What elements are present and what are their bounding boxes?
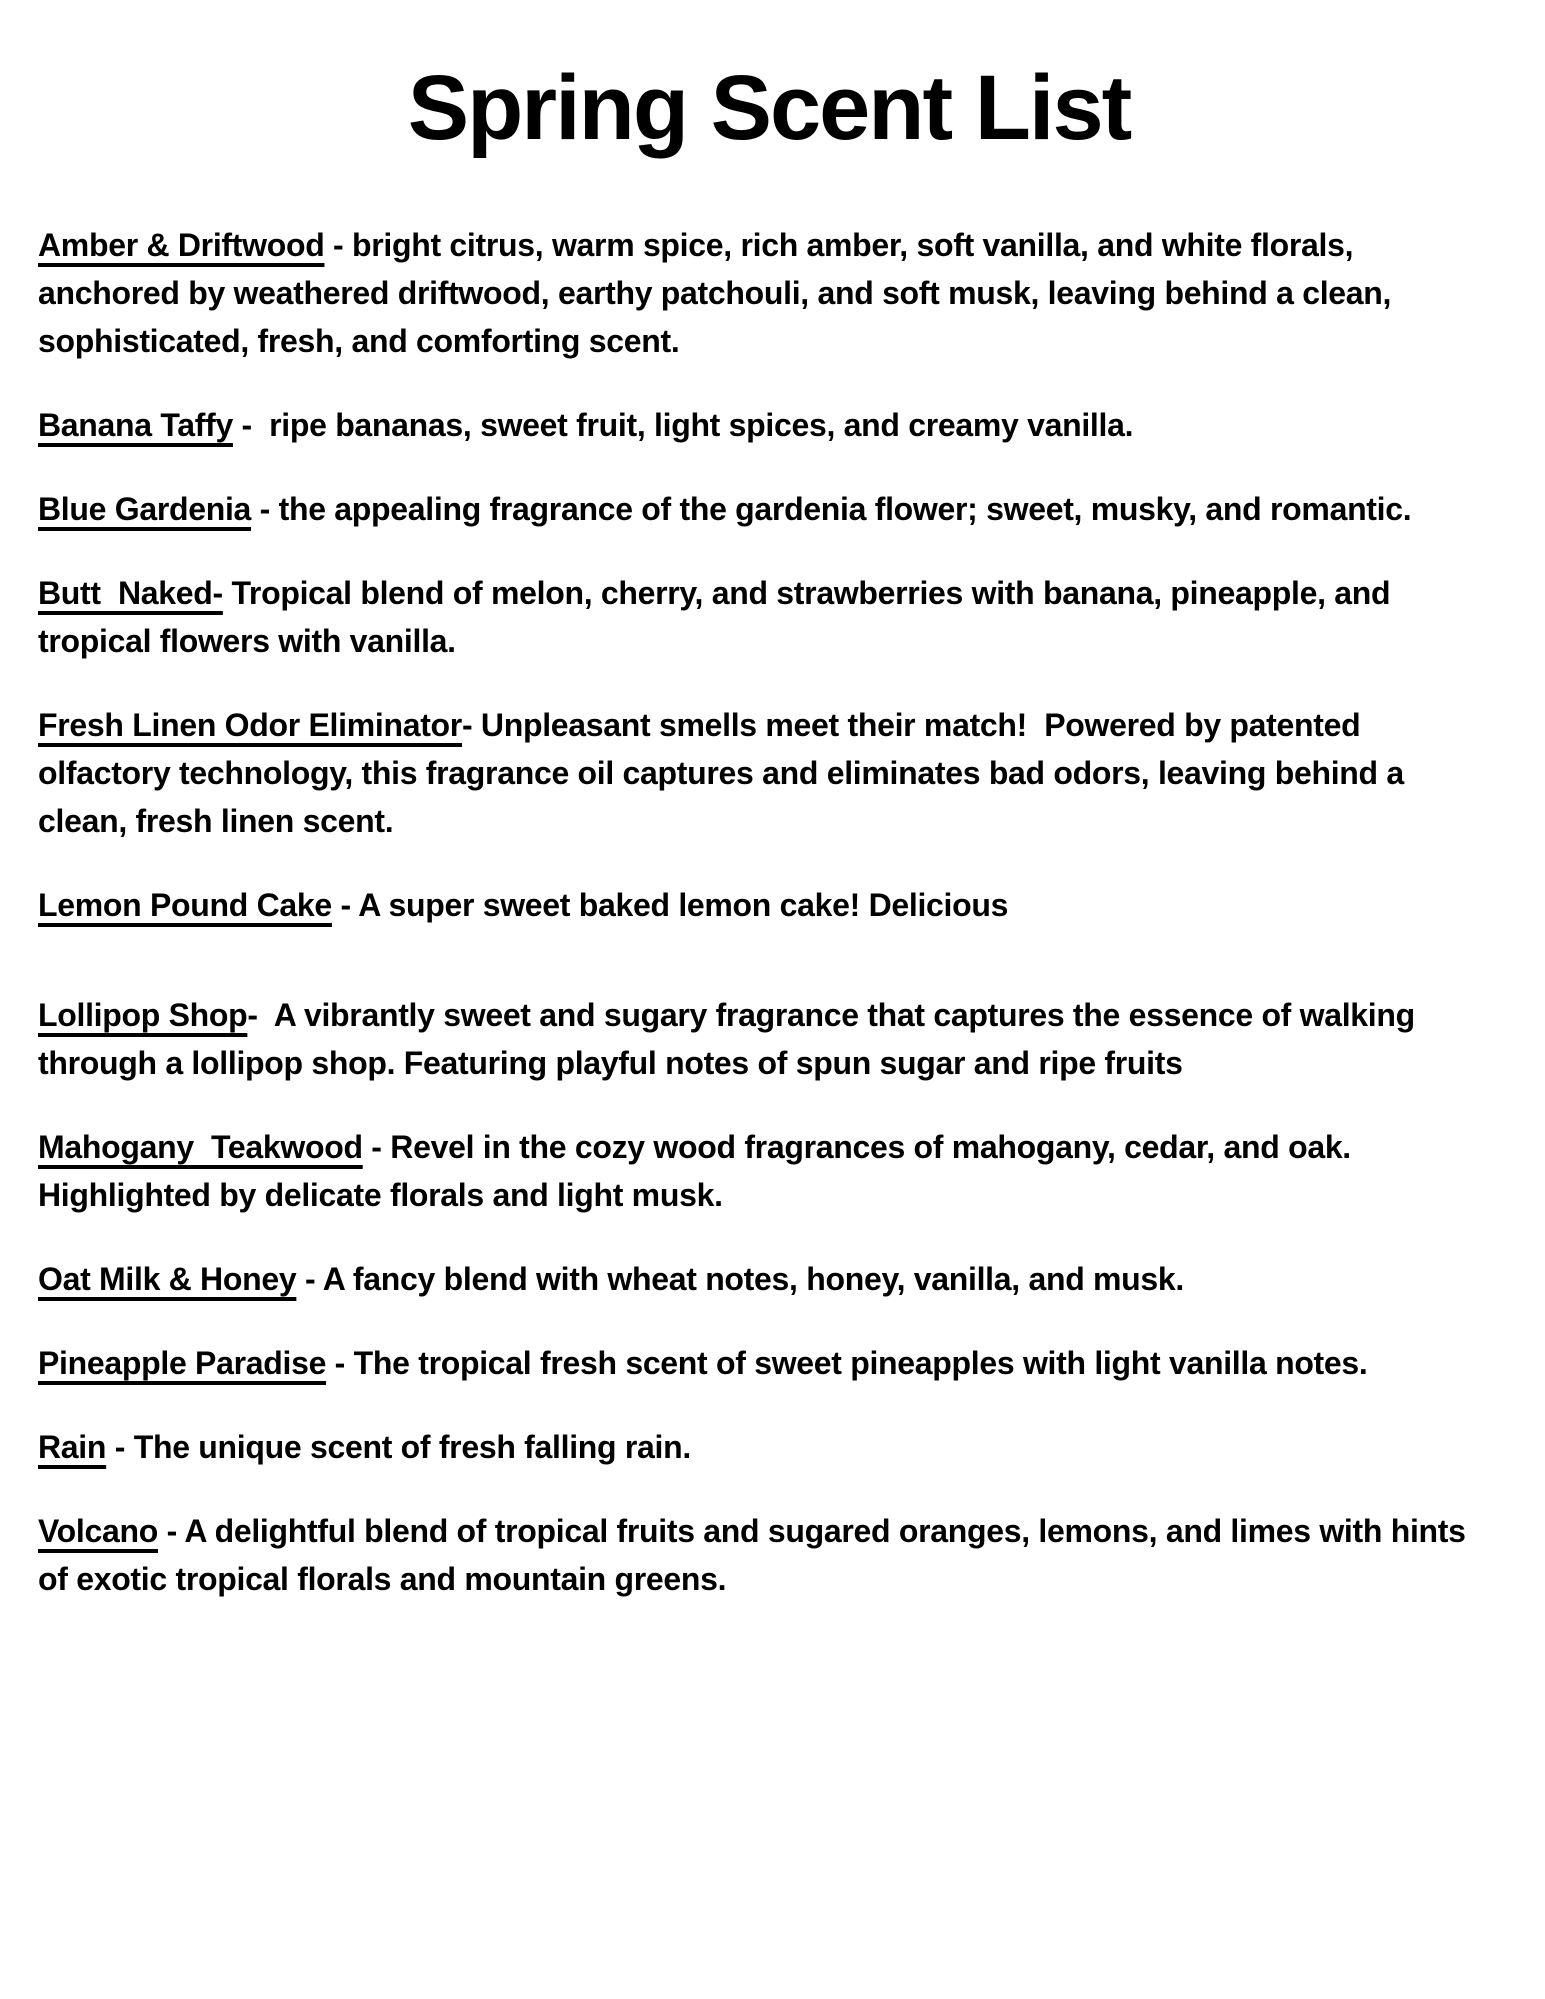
scent-entry-amber-driftwood: [38, 221, 1500, 365]
scent-entry-banana-taffy: [38, 401, 1500, 449]
scent-separator: -: [158, 1513, 185, 1550]
scent-description: The tropical fresh scent of sweet pineapples with light vanilla notes.: [353, 1345, 1368, 1382]
scent-description: Unpleasant smells meet their match! Powered by patented olfactory technology, this fragrance oil captures and eliminates bad odors, leaving behind a clean, fresh linen scent.: [38, 707, 1413, 840]
scent-description: bright citrus, warm spice, rich amber, soft vanilla, and white florals, anchored by weathered driftwood, earthy patchouli, and soft musk, leaving behind a clean, sophisticated, fresh, and comforting scent.: [38, 227, 1400, 360]
scent-name: Blue Gardenia: [38, 491, 252, 528]
scent-name: Fresh Linen Odor Eliminator: [38, 707, 462, 744]
scent-separator: -: [461, 707, 481, 744]
scent-name: Butt Naked-: [38, 575, 223, 612]
scent-entry-mahogany-teakwood: [38, 1123, 1500, 1219]
scent-entry-lemon-pound-cake: [38, 881, 1500, 929]
scent-entry-lollipop-shop: [38, 991, 1500, 1087]
scent-separator: -: [251, 491, 279, 528]
scent-entry-rain: [38, 1423, 1500, 1471]
scent-description: the appealing fragrance of the gardenia flower; sweet, musky, and romantic.: [278, 491, 1412, 528]
scent-name: Rain: [38, 1429, 107, 1466]
scent-description: A vibrantly sweet and sugary fragrance that captures the essence of walking through a lollipop shop. Featuring playful notes of spun sugar and ripe fruits: [38, 997, 1424, 1082]
scent-entry-butt-naked: [38, 569, 1500, 665]
scent-separator: -: [232, 407, 270, 444]
scent-description: A delightful blend of tropical fruits and sugared oranges, lemons, and limes with hints of exotic tropical florals and mountain greens.: [38, 1513, 1475, 1598]
scent-separator: -: [106, 1429, 134, 1466]
scent-separator: -: [324, 227, 352, 264]
scent-description: Revel in the cozy wood fragrances of mahogany, cedar, and oak. Highlighted by delicate florals and light musk.: [38, 1129, 1360, 1214]
scent-description: A super sweet baked lemon cake! Delicious: [358, 887, 1009, 924]
scent-entry-volcano: [38, 1507, 1500, 1603]
scent-name: Amber & Driftwood: [38, 227, 325, 264]
scent-description: The unique scent of fresh falling rain.: [133, 1429, 691, 1466]
scent-entry-pineapple-paradise: [38, 1339, 1500, 1387]
scent-name: Mahogany Teakwood: [38, 1129, 363, 1166]
scent-entry-oat-milk-honey: [38, 1255, 1500, 1303]
scent-name: Volcano: [38, 1513, 158, 1550]
scent-name: Lollipop Shop: [38, 997, 248, 1034]
scent-entry-blue-gardenia: [38, 485, 1500, 533]
scent-name: Lemon Pound Cake: [38, 887, 332, 924]
scent-description: A fancy blend with wheat notes, honey, vanilla, and musk.: [322, 1261, 1185, 1298]
scent-separator: -: [331, 887, 359, 924]
scent-separator: -: [247, 997, 274, 1034]
scent-name: Oat Milk & Honey: [38, 1261, 297, 1298]
scent-separator: -: [296, 1261, 323, 1298]
scent-description: Tropical blend of melon, cherry, and strawberries with banana, pineapple, and tropical flowers with vanilla.: [38, 575, 1399, 660]
scent-description: ripe bananas, sweet fruit, light spices, and creamy vanilla.: [269, 407, 1134, 444]
scent-name: Pineapple Paradise: [38, 1345, 327, 1382]
scent-entry-fresh-linen-odor-eliminator: [38, 701, 1500, 845]
scent-separator: -: [326, 1345, 354, 1382]
scent-separator: -: [362, 1129, 391, 1166]
page-title: Spring Scent List: [407, 57, 1131, 159]
scent-name: Banana Taffy: [38, 407, 233, 444]
